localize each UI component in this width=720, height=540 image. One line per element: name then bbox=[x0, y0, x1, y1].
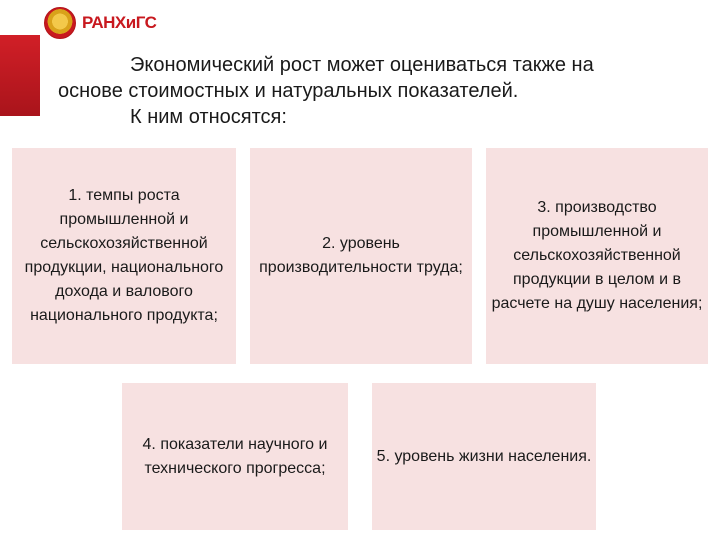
indicator-text-2: 2. уровень производительности труда; bbox=[259, 235, 463, 276]
indicator-text-4: 4. показатели научного и технического прогресса; bbox=[142, 435, 328, 477]
indicator-text-5: 5. уровень жизни населения. bbox=[376, 447, 592, 465]
indicator-text-1: 1. темпы роста промышленной и сельскохозяйственной продукции, национального дохода и валового национального продукта; bbox=[24, 187, 224, 324]
intro-line-3: К ним относятся: bbox=[130, 106, 287, 128]
indicator-box-1 bbox=[12, 148, 236, 364]
emblem-icon bbox=[44, 7, 76, 39]
ranepa-logo bbox=[44, 6, 156, 40]
intro-line-1: Экономический рост может оцениваться также на bbox=[130, 54, 594, 76]
indicator-box-2 bbox=[250, 148, 472, 364]
indicator-box-3 bbox=[486, 148, 708, 364]
logo-text: РАНХиГС bbox=[82, 13, 157, 32]
indicator-box-4 bbox=[122, 383, 348, 530]
accent-bar bbox=[0, 35, 40, 116]
indicator-text-3: 3. производство промышленной и сельскохозяйственной продукции в целом и в расчете на душу населения; bbox=[491, 199, 703, 312]
intro-text bbox=[58, 52, 708, 130]
indicator-box-5 bbox=[372, 383, 596, 530]
intro-line-2: основе стоимостных и натуральных показателей. bbox=[58, 80, 519, 102]
